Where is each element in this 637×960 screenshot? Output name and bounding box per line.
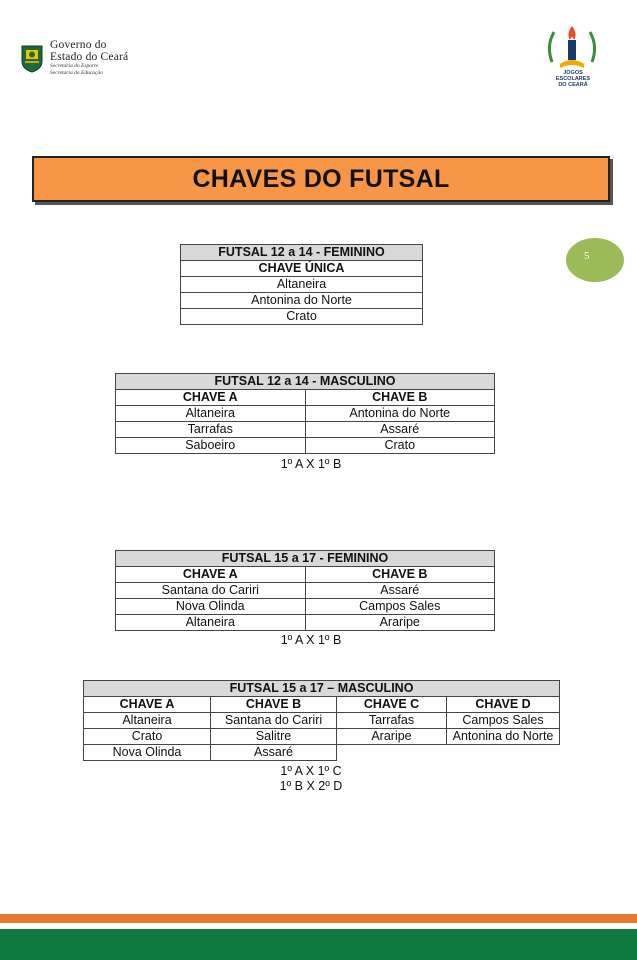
team-cell: Assaré xyxy=(305,583,495,599)
team-cell: Araripe xyxy=(305,615,495,631)
team-cell: Crato xyxy=(181,309,423,325)
chave-a-header: CHAVE A xyxy=(84,697,211,713)
chave-c-header: CHAVE C xyxy=(337,697,447,713)
chave-b-header: CHAVE B xyxy=(305,567,495,583)
match-result: 1º A X 1º B xyxy=(280,457,342,471)
table-group-header: FUTSAL 12 a 14 - MASCULINO xyxy=(116,374,495,390)
gov-title-line1: Governo do xyxy=(50,39,107,51)
table-group-header: FUTSAL 15 a 17 – MASCULINO xyxy=(84,681,560,697)
footer-green-stripe xyxy=(0,929,637,960)
jogos-escolares-text xyxy=(545,70,601,88)
team-cell: Santana do Cariri xyxy=(116,583,306,599)
team-cell: Altaneira xyxy=(181,277,423,293)
jogos-line2: ESCOLARES xyxy=(555,76,591,82)
team-cell: Saboeiro xyxy=(116,438,306,454)
team-cell: Campos Sales xyxy=(447,713,560,729)
ceara-crest-icon xyxy=(20,43,44,73)
page-title: CHAVES DO FUTSAL xyxy=(192,164,450,193)
team-cell: Salitre xyxy=(211,729,337,745)
governo-ceara-logo xyxy=(20,40,128,76)
team-cell: Nova Olinda xyxy=(84,745,211,761)
table-futsal-15-17-masculino xyxy=(83,680,560,761)
team-cell: Santana do Cariri xyxy=(211,713,337,729)
team-cell: Campos Sales xyxy=(305,599,495,615)
page-number: 5 xyxy=(584,250,590,262)
team-cell: Crato xyxy=(305,438,495,454)
match-result: 1º A X 1º B xyxy=(280,633,342,647)
jogos-line1: JOGOS xyxy=(563,70,583,76)
team-cell: Altaneira xyxy=(116,406,306,422)
team-cell: Altaneira xyxy=(116,615,306,631)
table-group-header: FUTSAL 15 a 17 - FEMININO xyxy=(116,551,495,567)
team-cell: Antonina do Norte xyxy=(447,729,560,745)
chave-b-header: CHAVE B xyxy=(211,697,337,713)
team-cell: Araripe xyxy=(337,729,447,745)
chave-b-header: CHAVE B xyxy=(305,390,495,406)
team-cell: Crato xyxy=(84,729,211,745)
team-cell: Assaré xyxy=(211,745,337,761)
table-futsal-12-14-feminino xyxy=(180,244,423,325)
gov-subtitle-esporte: Secretaria do Esporte xyxy=(50,63,99,69)
team-cell: Altaneira xyxy=(84,713,211,729)
team-cell: Tarrafas xyxy=(116,422,306,438)
match-result: 1º A X 1º C xyxy=(280,764,342,778)
empty-cell xyxy=(447,745,560,761)
team-cell: Nova Olinda xyxy=(116,599,306,615)
empty-cell xyxy=(337,745,447,761)
footer-orange-stripe xyxy=(0,914,637,923)
chave-a-header: CHAVE A xyxy=(116,390,306,406)
team-cell: Tarrafas xyxy=(337,713,447,729)
chave-d-header: CHAVE D xyxy=(447,697,560,713)
team-cell: Assaré xyxy=(305,422,495,438)
table-futsal-15-17-feminino xyxy=(115,550,495,631)
page-number-badge xyxy=(566,238,624,282)
match-result: 1º B X 2º D xyxy=(279,779,343,793)
chave-a-header: CHAVE A xyxy=(116,567,306,583)
table-futsal-12-14-masculino xyxy=(115,373,495,454)
jogos-line3: DO CEARÁ xyxy=(558,82,588,88)
team-cell: Antonina do Norte xyxy=(181,293,423,309)
gov-title-line2: Estado do Ceará xyxy=(50,50,129,63)
table-group-header: FUTSAL 12 a 14 - FEMININO xyxy=(181,245,423,261)
team-cell: Antonina do Norte xyxy=(305,406,495,422)
chave-header: CHAVE ÚNICA xyxy=(181,261,423,277)
title-banner xyxy=(32,156,610,202)
gov-subtitle-educacao: Secretaria da Educação xyxy=(50,69,103,76)
